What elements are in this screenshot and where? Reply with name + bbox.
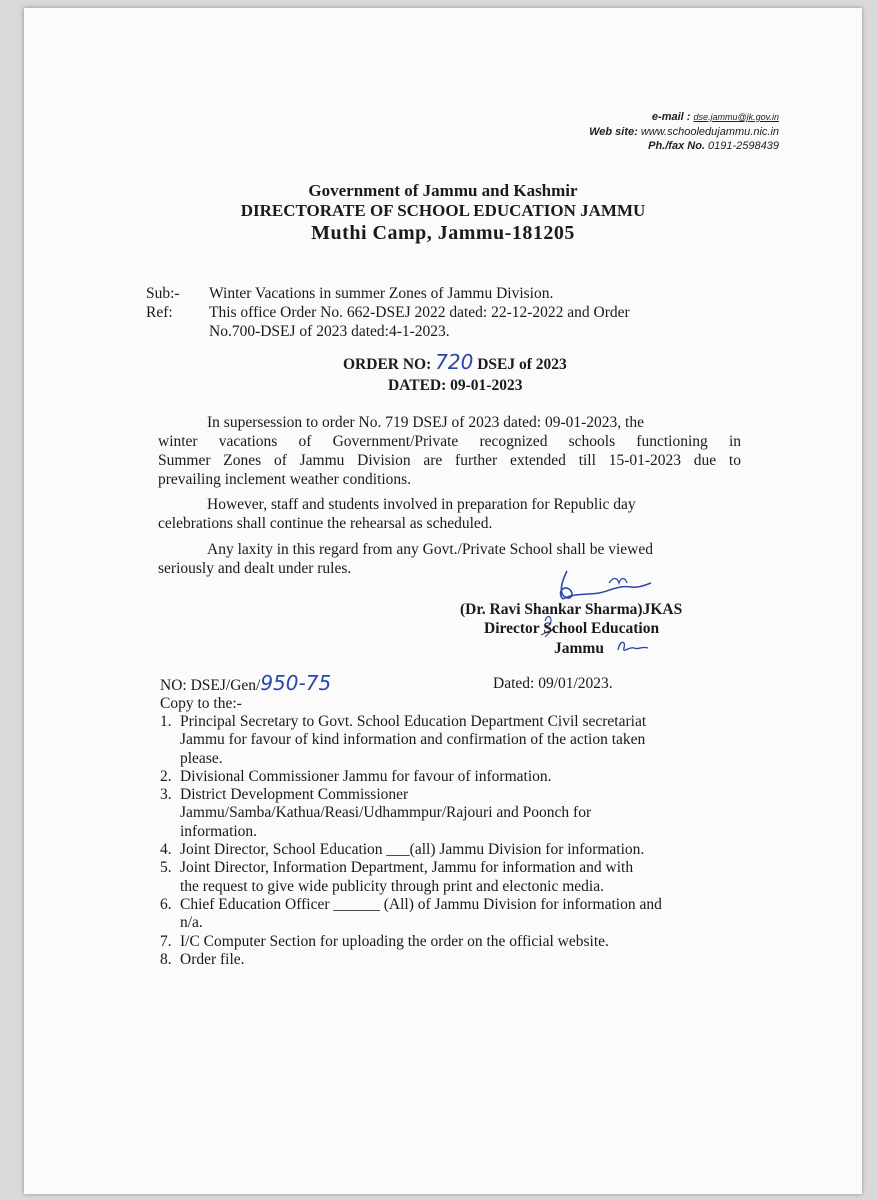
list-item-number: 5. [160,859,172,877]
list-item-line: Jammu/Samba/Kathua/Reasi/Udhammpur/Rajouri and Poonch for [180,804,592,822]
paragraph-3-line-2: seriously and dealt under rules. [158,560,352,577]
email-label: e-mail : [651,111,691,123]
list-item-number: 4. [160,841,172,859]
address-heading: Muthi Camp, Jammu-181205 [311,222,575,244]
paragraph-1-line-4: prevailing inclement weather conditions. [158,471,412,488]
list-item-line: Divisional Commissioner Jammu for favour of information. [180,767,552,785]
subject-label: Sub:- [146,285,180,302]
list-item [160,841,780,859]
paragraph-2-line-2: celebrations shall continue the rehearsal as scheduled. [158,515,493,532]
email-line [652,110,779,124]
initials-scribble [614,636,654,656]
reference-line-2: No.700-DSEJ of 2023 dated:4-1-2023. [209,323,450,340]
subject-text: Winter Vacations in summer Zones of Jammu Division. [209,285,554,302]
list-item-number: 2. [160,767,172,785]
list-item-number: 1. [160,713,172,730]
website-line [589,125,779,139]
paragraph-1-line-3: Summer Zones of Jammu Division are further extended till 15-01-2023 due to [158,452,741,469]
list-item-line: I/C Computer Section for uploading the order on the official website. [180,932,609,950]
phone-label: Ph./fax No. [648,140,705,152]
list-item-line: Order file. [180,950,245,968]
list-item-line: Joint Director, Information Department, Jammu for information and with [180,859,634,877]
list-item-line: please. [180,749,223,767]
list-item [160,859,780,896]
list-item-number: 6. [160,895,172,913]
list-item-number: 8. [160,950,172,968]
list-item [160,933,780,951]
list-item-line: information. [180,822,258,840]
phone-value: 0191-2598439 [708,140,779,152]
list-item-line: District Development Commissioner [180,786,409,804]
order-number-suffix: DSEJ of 2023 [477,356,567,373]
list-item-number: 7. [160,932,172,950]
paragraph-3-line-1: Any laxity in this regard from any Govt./Private School shall be viewed [207,541,653,558]
website-label: Web site: [589,126,638,138]
copy-to-heading: Copy to the:- [160,695,242,712]
list-item-line: the request to give wide publicity through print and electonic media. [180,877,604,895]
order-number-line [343,350,567,374]
list-item-line: Principal Secretary to Govt. School Education Department Civil secretariat [180,713,647,730]
order-number-prefix: ORDER NO: [343,356,432,373]
dispatch-date: Dated: 09/01/2023. [493,675,613,692]
list-item-line: Chief Education Officer ______ (All) of Jammu Division for information and [180,895,662,913]
signatory-place: Jammu [554,640,604,657]
phone-line [648,139,779,153]
signatory-designation: Director School Education [484,620,660,637]
list-item-number: 3. [160,786,172,804]
list-item [160,951,780,969]
order-number-handwritten: 720 [435,350,474,374]
dispatch-number-handwritten: 950-75 [260,671,332,695]
reference-line-1: This office Order No. 662-DSEJ 2022 dated: 22-12-2022 and Order [209,304,630,321]
paragraph-2-line-1: However, staff and students involved in preparation for Republic day [207,496,636,513]
reference-label: Ref: [146,304,173,321]
email-value: dse.jammu@jk.gov.in [693,112,779,122]
dispatch-number-line [160,671,332,695]
list-item-line: Jammu for favour of kind information and confirmation of the action taken [180,731,646,749]
document-page [24,8,862,1194]
signatory-name: (Dr. Ravi Shankar Sharma)JKAS [460,601,683,618]
directorate-heading: DIRECTORATE OF SCHOOL EDUCATION JAMMU [240,201,646,220]
list-item-line: n/a. [180,914,203,932]
website-value: www.schooledujammu.nic.in [640,126,779,138]
order-date: DATED: 09-01-2023 [388,377,523,394]
list-item [160,896,780,933]
copy-list [160,713,780,969]
list-item [160,768,780,786]
paragraph-1-line-2: winter vacations of Government/Private recognized schools functioning in [158,433,741,450]
list-item [160,786,780,841]
list-item [160,713,780,768]
government-heading: Government of Jammu and Kashmir [308,181,578,200]
paragraph-1-line-1: In supersession to order No. 719 DSEJ of 2023 dated: 09-01-2023, the [207,414,644,431]
dispatch-number-prefix: NO: DSEJ/Gen/ [160,677,261,694]
list-item-line: Joint Director, School Education ___(all) Jammu Division for information. [180,841,645,859]
